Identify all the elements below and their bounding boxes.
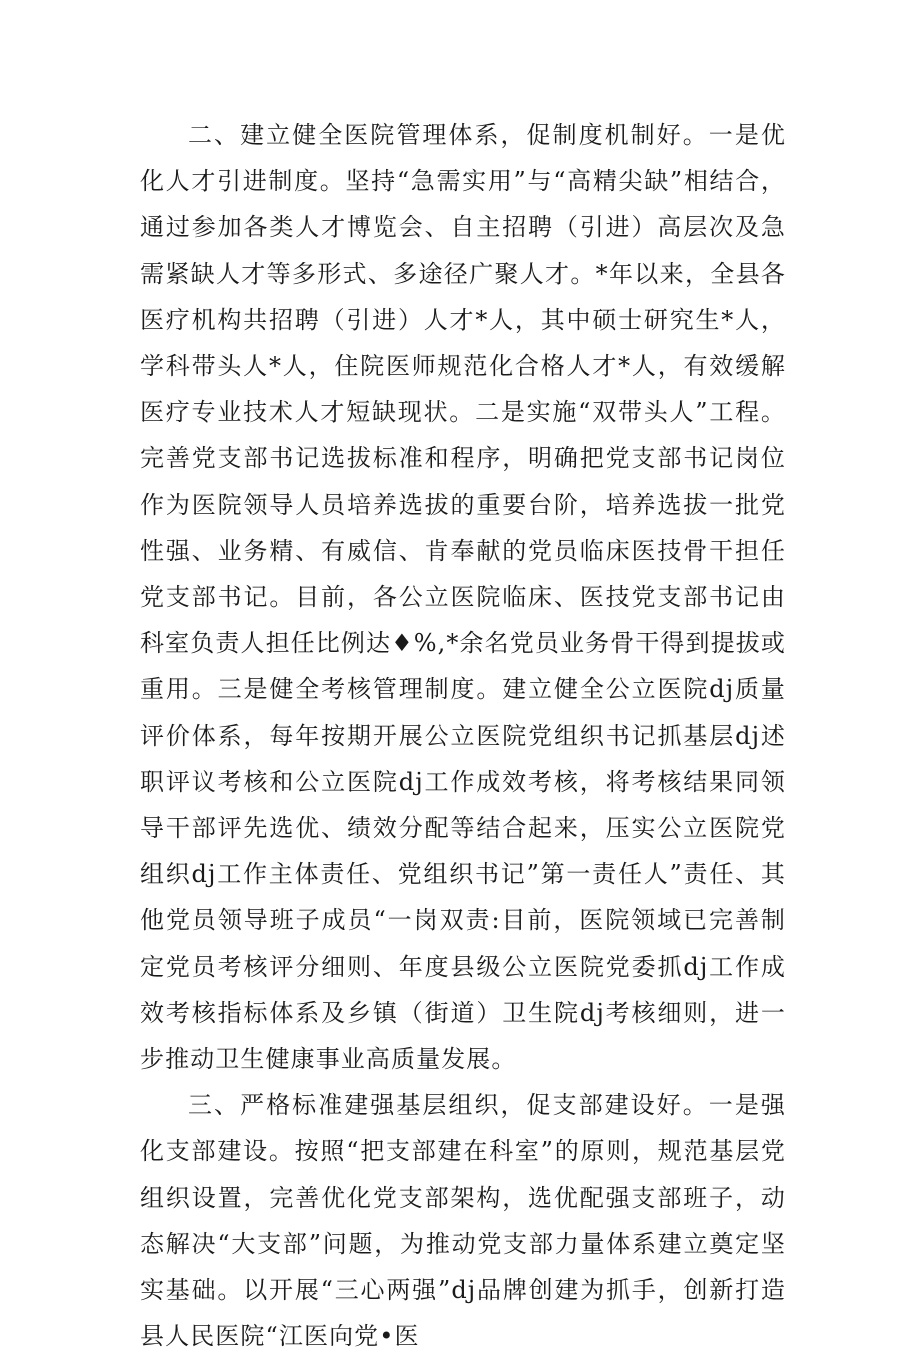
paragraph-management-system: 二、建立健全医院管理体系，促制度机制好。一是优化人才引进制度。坚持“急需实用”与“高精尖缺”相结合，通过参加各类人才博览会、自主招聘（引进）高层次及急需紧缺人才等多形式、多途径广聚人才。*年以来，全县各医疗机构共招聘（引进）人才*人，其中硕士研究生*人，学科带头人*人，住院医师规范化合格人才*人，有效缓解医疗专业技术人才短缺现状。二是实施“双带头人”工程。完善党支部书记选拔标准和程序，明确把党支部书记岗位作为医院领导人员培养选拔的重要台阶，培养选拔一批党性强、业务精、有威信、肯奉献的党员临床医技骨干担任党支部书记。目前，各公立医院临床、医技党支部书记由科室负责人担任比例达♦%,*余名党员业务骨干得到提拔或重用。三是健全考核管理制度。建立健全公立医院dj质量评价体系，每年按期开展公立医院党组织书记抓基层dj述职评议考核和公立医院dj工作成效考核，将考核结果同领导干部评先选优、绩效分配等结合起来，压实公立医院党组织dj工作主体责任、党组织书记”第一责任人”责任、其他党员领导班子成员“一岗双责:目前，医院领域已完善制定党员考核评分细则、年度县级公立医院党委抓dj工作成效考核指标体系及乡镇（街道）卫生院dj考核细则，进一步推动卫生健康事业高质量发展。 [140, 121, 786, 1074]
paragraph-grassroots-organization: 三、严格标准建强基层组织，促支部建设好。一是强化支部建设。按照“把支部建在科室”的原则，规范基层党组织设置，完善优化党支部架构，选优配强支部班子，动态解决“大支部”问题，为推动党支部力量体系建立奠定坚实基础。以开展“三心两强”dj品牌创建为抓手，创新打造县人民医院“江医向党•医 [140, 1091, 786, 1351]
document-body [140, 112, 786, 1359]
